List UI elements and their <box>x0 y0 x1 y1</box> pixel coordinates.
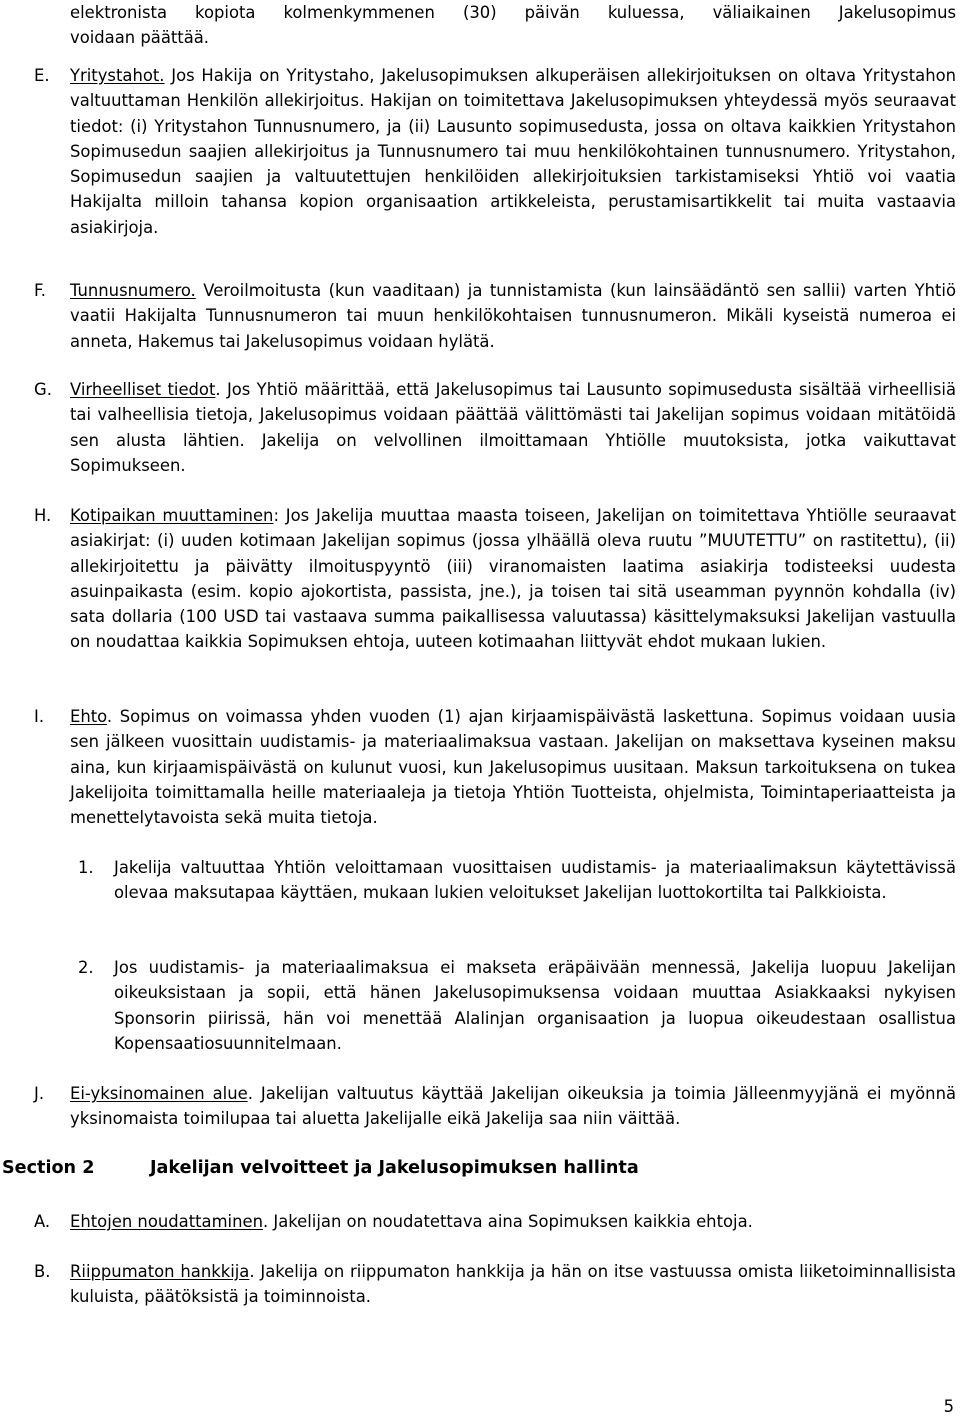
clause-i-item-2-label: 2. <box>78 958 94 977</box>
clause-g-text: . Jos Yhtiö määrittää, että Jakelusopimus tai Lausunto sopimusedusta sisältää virheellisiä tai valheellisia tietoja, Jakelusopimus voidaan päättää välittömästi tai Jakelijan sopimus voidaan mitätöidä sen alusta lähtien. Jakelija on velvollinen ilmoittamaan Yhtiölle muutoksista, jotka vaikuttavat Sopimukseen. <box>70 380 956 475</box>
section-2-clause-a <box>34 1209 956 1234</box>
section-2-clause-a-text: . Jakelijan on noudatettava aina Sopimuksen kaikkia ehtoja. <box>262 1212 753 1231</box>
clause-j <box>34 1081 956 1132</box>
page-number: 5 <box>943 1397 954 1416</box>
clause-f-label: F. <box>34 281 47 300</box>
clause-i-title: Ehto <box>70 707 107 726</box>
clause-g <box>34 377 956 478</box>
clause-g-label: G. <box>34 380 52 399</box>
clause-e <box>34 63 956 240</box>
section-2-clause-b-text: . Jakelija on riippumaton hankkija ja hän on itse vastuussa omista liiketoiminnallisista kuluista, päätöksistä ja toiminnoista. <box>70 1262 956 1307</box>
clause-i <box>34 704 956 830</box>
section-2-clause-b <box>34 1259 956 1310</box>
clause-e-text: Jos Hakija on Yritystaho, Jakelusopimuksen alkuperäisen allekirjoituksen on oltava Yritystahon valtuuttaman Henkilön allekirjoitus. Hakijan on toimitettava Jakelusopimuksen yhteydessä myös seuraavat tiedot: (i) Yritystahon Tunnusnumero, ja (ii) Lausunto sopimusedusta, jossa on oltava kaikkien Yritystahon Sopimusedun saajien allekirjoitus ja Tunnusnumero tai muu henkilökohtainen tunnusnumero. Yritystahon, Sopimusedun saajien ja valtuutettujen henkilöiden allekirjoituksien tarkistamiseksi Yhtiö voi vaatia Hakijalta milloin tahansa kopion organisaation artikkeleista, perustamisartikkelit tai muita vastaavia asiakirjoja. <box>70 66 956 237</box>
clause-f-text: Veroilmoitusta (kun vaaditaan) ja tunnistamista (kun lainsäädäntö sen sallii) varten Yhtiö vaatii Hakijalta Tunnusnumeron tai muun henkilökohtaisen tunnusnumeron. Mikäli kyseistä numeroa ei anneta, Hakemus tai Jakelusopimus voidaan hylätä. <box>70 281 956 351</box>
clause-f-title: Tunnusnumero. <box>70 281 196 300</box>
section-2-clause-b-label: B. <box>34 1262 51 1281</box>
clause-i-item-1-label: 1. <box>78 858 94 877</box>
clause-h-title: Kotipaikan muuttaminen <box>70 506 274 525</box>
clause-e-title: Yritystahot. <box>70 66 165 85</box>
section-2-number: Section 2 <box>2 1158 95 1178</box>
clause-i-item-2-text: Jos uudistamis- ja materiaalimaksua ei makseta eräpäivään mennessä, Jakelija luopuu Jakelijan oikeuksistaan ja sopii, että hänen Jakelusopimuksensa voidaan muuttaa Asiakkaaksi nykyisen Sponsorin piirissä, hän voi menettää Alalinjan organisaation ja luopua oikeudestaan osallistua Kopensaatiosuunnitelmaan. <box>114 958 956 1053</box>
clause-e-label: E. <box>34 66 50 85</box>
section-2-title: Jakelijan velvoitteet ja Jakelusopimuksen hallinta <box>150 1158 639 1178</box>
lead-line-1: elektronista kopiota kolmenkymmenen (30) päivän kuluessa, väliaikainen Jakelusopimus <box>70 3 956 22</box>
clause-i-item-1 <box>78 855 956 906</box>
section-2-clause-a-label: A. <box>34 1212 51 1231</box>
section-2-clause-b-title: Riippumaton hankkija <box>70 1262 250 1281</box>
clause-j-label: J. <box>34 1084 45 1103</box>
clause-h-text: : Jos Jakelija muuttaa maasta toiseen, Jakelijan on toimitettava Yhtiölle seuraavat asiakirjat: (i) uuden kotimaan Jakelijan sopimus (jossa ylhäällä oleva ruutu ”MUUTETTU” on rastitettu), (ii) allekirjoitettu ja päivätty ilmoituspyyntö (iii) viranomaisten laatima asiakirja todisteeksi uudesta asuinpaikasta (esim. kopio ajokortista, passista, jne.), ja toisen tai sitä useamman pyynnön kohdalla (iv) sata dollaria (100 USD tai vastaava summa paikallisessa valuutassa) käsittelymaksuksi Jakelijan vastuulla on noudattaa kaikkia Sopimuksen ehtoja, uuteen kotimaahan liittyvät ehdot mukaan lukien. <box>70 506 956 652</box>
clause-h <box>34 503 956 655</box>
clause-i-item-1-text: Jakelija valtuuttaa Yhtiön veloittamaan vuosittaisen uudistamis- ja materiaalimaksun käytettävissä olevaa maksutapaa käyttäen, mukaan lukien veloitukset Jakelijan luottokortilta tai Palkkioista. <box>114 858 956 903</box>
clause-i-text: . Sopimus on voimassa yhden vuoden (1) ajan kirjaamispäivästä laskettuna. Sopimus voidaan uusia sen jälkeen vuosittain uudistamis- ja materiaalimaksua vastaan. Jakelijan on maksettava kyseinen maksu aina, kun kirjaamispäivästä on kulunut vuosi, kun Jakelusopimus uusitaan. Maksun tarkoituksena on tukea Jakelijoita toimittamalla heille materiaaleja ja tietoja Yhtiön Tuotteista, ohjelmista, Toimintaperiaatteista ja menettelytavoista sekä muita tietoja. <box>70 707 956 828</box>
section-2-clause-a-title: Ehtojen noudattaminen <box>70 1212 263 1231</box>
lead-line-2: voidaan päättää. <box>70 28 210 48</box>
clause-f <box>34 278 956 354</box>
clause-h-label: H. <box>34 506 52 525</box>
clause-i-label: I. <box>34 707 45 726</box>
clause-j-title: Ei-yksinomainen alue <box>70 1084 248 1103</box>
lead-paragraph <box>34 0 956 51</box>
clause-i-item-2 <box>78 955 956 1056</box>
clause-g-title: Virheelliset tiedot <box>70 380 216 399</box>
clause-j-text: . Jakelijan valtuutus käyttää Jakelijan oikeuksia ja toimia Jälleenmyyjänä ei myönnä yksinomaista toimilupaa tai aluetta Jakelijalle eikä Jakelija saa niin väittää. <box>70 1084 956 1129</box>
